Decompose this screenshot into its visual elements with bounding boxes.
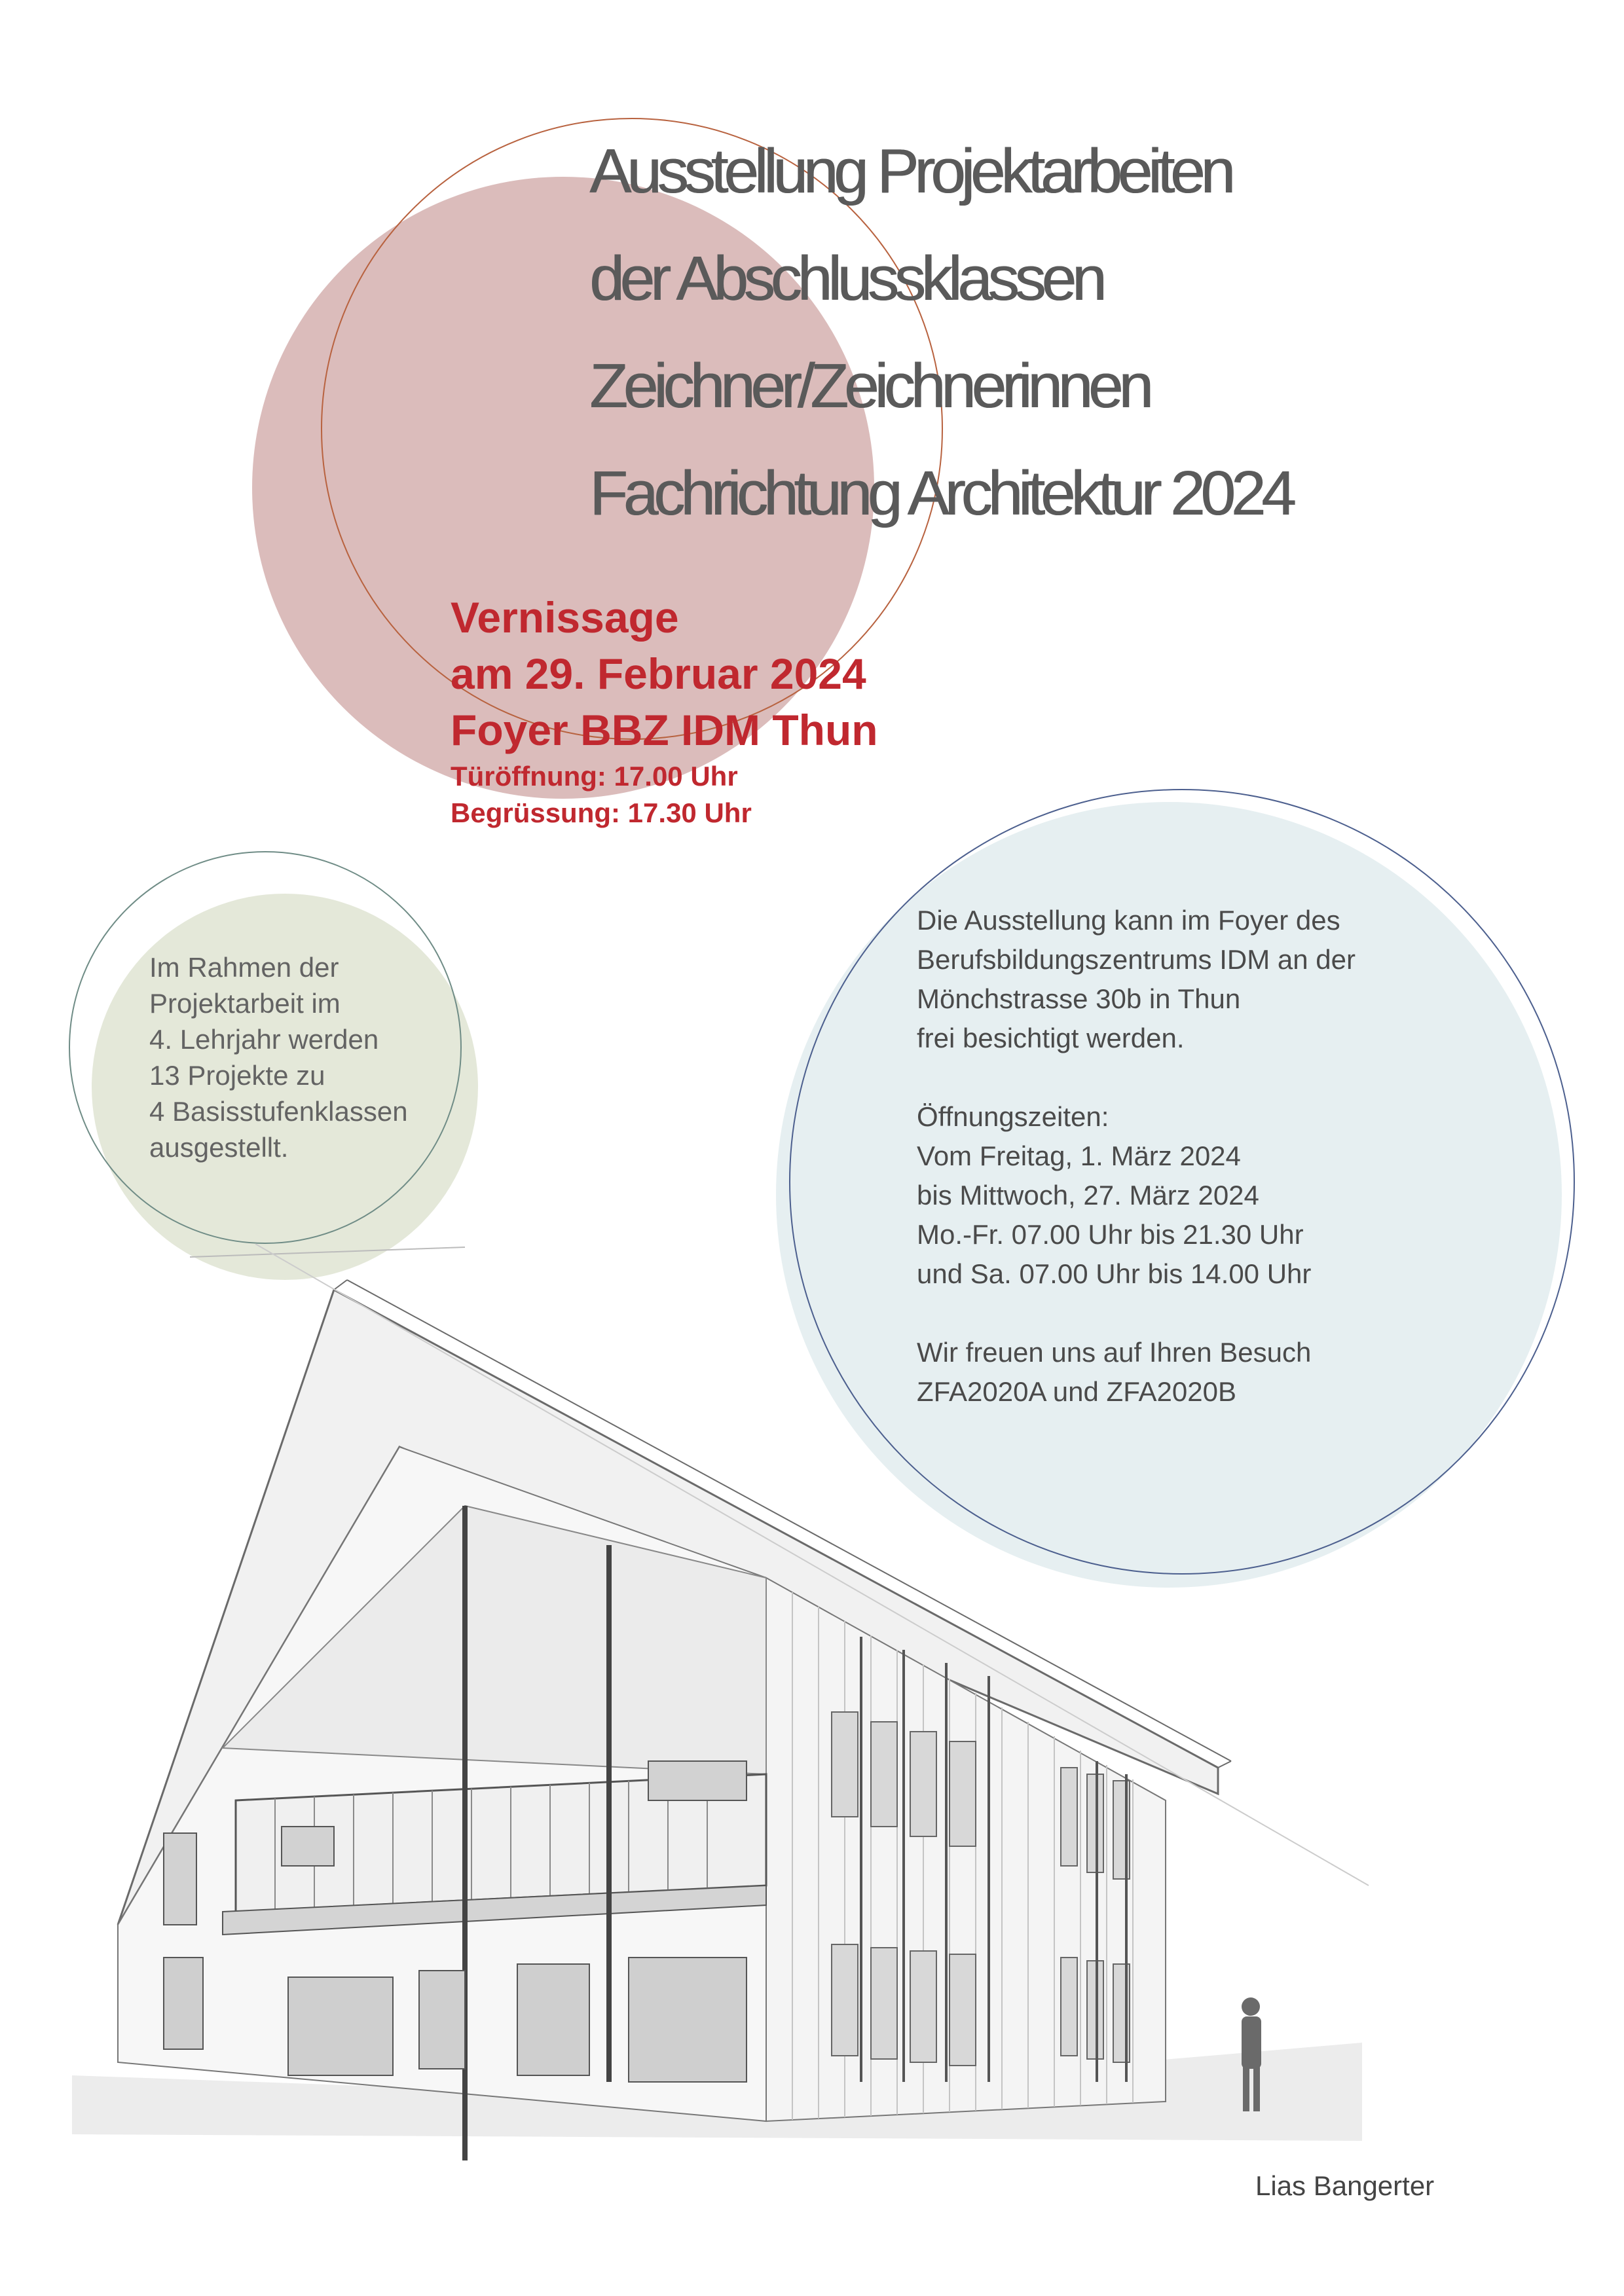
info-line: Vom Freitag, 1. März 2024 [917,1140,1241,1171]
intro-line: 13 Projekte zu [149,1060,325,1091]
info-line: Mo.-Fr. 07.00 Uhr bis 21.30 Uhr [917,1219,1304,1250]
intro-line: Im Rahmen der [149,952,339,983]
intro-line: Projektarbeit im [149,988,341,1019]
info-line: frei besichtigt werden. [917,1023,1185,1053]
info-line: und Sa. 07.00 Uhr bis 14.00 Uhr [917,1258,1312,1289]
intro-line: ausgestellt. [149,1132,289,1163]
intro-line: 4. Lehrjahr werden [149,1024,379,1055]
artist-credit: Lias Bangerter [1255,2170,1435,2201]
info-line: bis Mittwoch, 27. März 2024 [917,1180,1259,1211]
vernissage-block [451,589,878,831]
intro-text [149,949,457,1165]
title-line: Ausstellung Projektarbeiten [589,136,1231,206]
title-line: Fachrichtung Architektur 2024 [589,458,1292,528]
vernissage-location: Foyer BBZ IDM Thun [451,706,878,754]
info-line: ZFA2020A und ZFA2020B [917,1376,1237,1407]
vernissage-date: am 29. Februar 2024 [451,649,866,698]
vernissage-heading: Vernissage [451,593,679,642]
info-line: Öffnungszeiten: [917,1101,1109,1132]
poster-title [589,118,1598,547]
info-spacer [917,1058,1493,1097]
intro-line: 4 Basisstufenklassen [149,1096,408,1127]
title-line: Zeichner/Zeichnerinnen [589,351,1149,421]
info-line: Berufsbildungszentrums IDM an der [917,944,1356,975]
info-line: Die Ausstellung kann im Foyer des [917,905,1340,936]
door-opening-time: Türöffnung: 17.00 Uhr [451,761,738,792]
info-line: Wir freuen uns auf Ihren Besuch [917,1337,1312,1368]
info-line: Mönchstrasse 30b in Thun [917,983,1241,1014]
welcome-time: Begrüssung: 17.30 Uhr [451,797,752,828]
building-sketch [59,1231,1375,2174]
title-line: der Abschlussklassen [589,244,1103,314]
